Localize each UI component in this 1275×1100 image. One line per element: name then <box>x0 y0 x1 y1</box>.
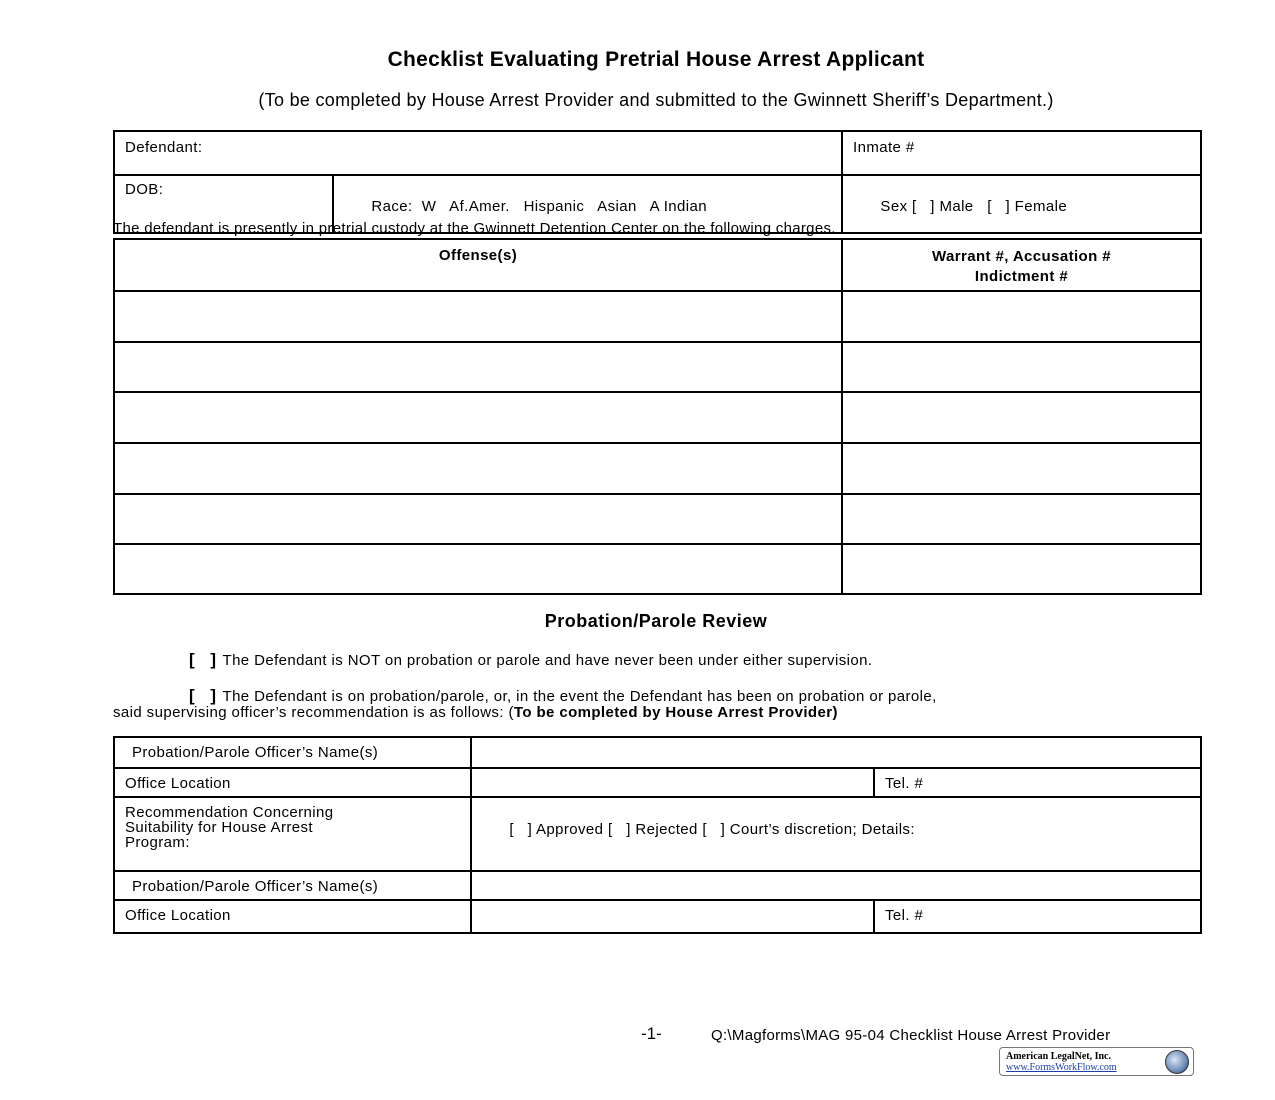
inmate-number-field[interactable] <box>842 131 1201 175</box>
table-row <box>114 291 1201 342</box>
sex-field[interactable] <box>842 175 1201 233</box>
tel-field-2[interactable] <box>874 900 1201 933</box>
charges-intro: The defendant is presently in pretrial custody at the Gwinnett Detention Center on the following charges. <box>113 220 836 237</box>
on-probation-checkbox[interactable]: [ ] <box>189 686 217 705</box>
tel-label: Tel. # <box>885 775 924 792</box>
offense-cell[interactable] <box>114 392 842 443</box>
recommendation-line2: Suitability for House Arrest <box>125 819 313 836</box>
warrant-cell[interactable] <box>842 443 1201 494</box>
american-legalnet-logo[interactable] <box>999 1047 1194 1076</box>
option-on-text-line1: The Defendant is on probation/parole, or, in the event the Defendant has been on probation or parole, <box>222 688 937 705</box>
recommendation-line3: Program: <box>125 834 190 851</box>
offense-cell[interactable] <box>114 443 842 494</box>
officer-name-field[interactable] <box>471 737 1201 768</box>
tel-field[interactable] <box>874 768 1201 797</box>
table-row <box>114 392 1201 443</box>
tel-label-2: Tel. # <box>885 907 924 924</box>
officer-name-field-2[interactable] <box>471 871 1201 900</box>
office-location-label-2: Office Location <box>114 900 471 933</box>
officer-name-label: Probation/Parole Officer’s Name(s) <box>114 737 471 768</box>
option-on-bold-note: To be completed by House Arrest Provider) <box>513 704 838 721</box>
defendant-table <box>113 130 1202 234</box>
not-on-probation-checkbox[interactable]: [ ] <box>189 650 217 669</box>
officer-name-label-2: Probation/Parole Officer’s Name(s) <box>114 871 471 900</box>
warrant-cell[interactable] <box>842 544 1201 594</box>
warrant-cell[interactable] <box>842 392 1201 443</box>
warrant-header-line2: Indictment # <box>974 268 1069 285</box>
table-row <box>114 342 1201 392</box>
offense-column-header: Offense(s) <box>114 239 842 291</box>
warrant-cell[interactable] <box>842 494 1201 544</box>
offense-cell[interactable] <box>114 544 842 594</box>
defendant-field[interactable] <box>114 131 842 175</box>
office-location-field[interactable] <box>471 768 874 797</box>
recommendation-options: [ ] Approved [ ] Rejected [ ] Court’s discretion; Details: <box>509 821 915 838</box>
offense-cell[interactable] <box>114 342 842 392</box>
form-subtitle: (To be completed by House Arrest Provider and submitted to the Gwinnett Sheriff’s Department.) <box>258 90 1054 110</box>
globe-icon <box>1165 1050 1189 1074</box>
warrant-cell[interactable] <box>842 342 1201 392</box>
table-row <box>114 494 1201 544</box>
warrant-column-header <box>842 239 1201 291</box>
option-not-text: The Defendant is NOT on probation or parole and have never been under either supervision. <box>222 652 873 669</box>
option-on-text-line2: said supervising officer’s recommendation is as follows: ( <box>113 704 514 721</box>
race-label: Race: W Af.Amer. Hispanic Asian A Indian <box>371 198 707 215</box>
defendant-label: Defendant: <box>125 139 203 156</box>
logo-name: American LegalNet, Inc. <box>1006 1051 1111 1062</box>
warrant-header-line1: Warrant #, Accusation # <box>932 248 1111 265</box>
dob-label: DOB: <box>125 181 164 198</box>
officer-table <box>113 736 1202 934</box>
option-on-probation <box>189 686 937 706</box>
probation-review-heading: Probation/Parole Review <box>544 611 768 631</box>
warrant-cell[interactable] <box>842 291 1201 342</box>
table-row <box>114 544 1201 594</box>
option-not-on-probation <box>189 650 872 670</box>
option-on-probation-continued <box>113 704 838 721</box>
inmate-number-label: Inmate # <box>853 139 915 156</box>
file-path: Q:\Magforms\MAG 95-04 Checklist House Arrest Provider <box>711 1027 1111 1044</box>
office-location-label: Office Location <box>114 768 471 797</box>
recommendation-line1: Recommendation Concerning <box>125 804 334 821</box>
office-location-field-2[interactable] <box>471 900 874 933</box>
offense-cell[interactable] <box>114 291 842 342</box>
sex-label: Sex [ ] Male [ ] Female <box>880 198 1068 215</box>
charges-table <box>113 238 1202 595</box>
logo-url[interactable]: www.FormsWorkFlow.com <box>1006 1062 1117 1073</box>
table-row <box>114 443 1201 494</box>
page-number: -1- <box>641 1024 662 1043</box>
form-title: Checklist Evaluating Pretrial House Arrest Applicant <box>387 48 925 71</box>
recommendation-field[interactable] <box>471 797 1201 871</box>
offense-cell[interactable] <box>114 494 842 544</box>
recommendation-label <box>114 797 471 871</box>
